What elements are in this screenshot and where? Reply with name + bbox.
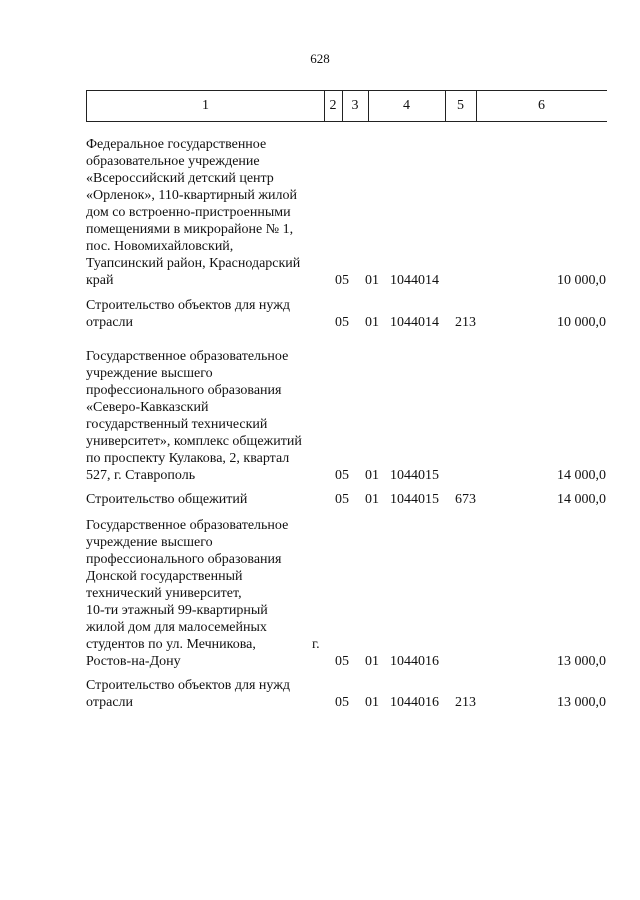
section-code: 05 bbox=[335, 468, 349, 483]
expense-type-code: 673 bbox=[455, 492, 476, 507]
subsection-code: 01 bbox=[365, 468, 379, 483]
description-line: Строительство объектов для нужд bbox=[86, 298, 291, 313]
description-line: жилой дом для малосемейных bbox=[86, 620, 267, 635]
description-line: профессионального образования bbox=[86, 552, 282, 567]
table-row bbox=[86, 348, 606, 484]
target-code: 1044015 bbox=[390, 468, 439, 483]
description-line: учреждение высшего bbox=[86, 535, 213, 550]
description-line: край bbox=[86, 273, 114, 288]
description-line: студентов по ул. Мечникова, bbox=[86, 637, 256, 652]
amount: 13 000,0 bbox=[557, 654, 606, 669]
description-line: образовательное учреждение bbox=[86, 154, 260, 169]
description-line: Ростов-на-Дону bbox=[86, 654, 181, 669]
header-col-3: 3 bbox=[342, 91, 369, 121]
amount: 13 000,0 bbox=[557, 695, 606, 710]
amount: 10 000,0 bbox=[557, 315, 606, 330]
amount: 10 000,0 bbox=[557, 273, 606, 288]
subsection-code: 01 bbox=[365, 273, 379, 288]
header-col-6: 6 bbox=[538, 98, 545, 113]
amount: 14 000,0 bbox=[557, 492, 606, 507]
description-line: «Всероссийский детский центр bbox=[86, 171, 274, 186]
row-description bbox=[86, 348, 331, 484]
subsection-code: 01 bbox=[365, 492, 379, 507]
description-line: Государственное образовательное bbox=[86, 518, 289, 533]
expense-type-code: 213 bbox=[455, 315, 476, 330]
section-code: 05 bbox=[335, 492, 349, 507]
table-row bbox=[86, 297, 606, 331]
description-line: по проспекту Кулакова, 2, квартал bbox=[86, 451, 290, 466]
table-row bbox=[86, 517, 606, 670]
section-code: 05 bbox=[335, 273, 349, 288]
row-description bbox=[86, 491, 331, 508]
description-line: Государственное образовательное bbox=[86, 349, 289, 364]
description-line: дом со встроенно-пристроенными bbox=[86, 205, 291, 220]
target-code: 1044015 bbox=[390, 492, 439, 507]
table-row bbox=[86, 491, 606, 508]
target-code: 1044014 bbox=[390, 273, 439, 288]
target-code: 1044014 bbox=[390, 315, 439, 330]
description-line: Донской государственный bbox=[86, 569, 243, 584]
description-line: государственный технический bbox=[86, 417, 268, 432]
table-row bbox=[86, 677, 606, 711]
description-line: Строительство объектов для нужд bbox=[86, 678, 291, 693]
subsection-code: 01 bbox=[365, 654, 379, 669]
header-col-4: 4 bbox=[368, 91, 446, 121]
subsection-code: 01 bbox=[365, 315, 379, 330]
description-line: профессионального образования bbox=[86, 383, 282, 398]
subsection-code: 01 bbox=[365, 695, 379, 710]
expense-type-code: 213 bbox=[455, 695, 476, 710]
description-line: Федеральное государственное bbox=[86, 137, 267, 152]
description-line: 527, г. Ставрополь bbox=[86, 468, 196, 483]
target-code: 1044016 bbox=[390, 695, 439, 710]
header-col-1: 1 bbox=[87, 91, 325, 121]
description-line: 10-ти этажный 99-квартирный bbox=[86, 603, 268, 618]
description-line: отрасли bbox=[86, 695, 134, 710]
description-line: учреждение высшего bbox=[86, 366, 213, 381]
section-code: 05 bbox=[335, 654, 349, 669]
header-col-2: 2 bbox=[324, 91, 343, 121]
description-line: Строительство общежитий bbox=[86, 492, 248, 507]
table-header bbox=[86, 90, 607, 122]
description-line: «Северо-Кавказский bbox=[86, 400, 209, 415]
section-code: 05 bbox=[335, 695, 349, 710]
description-line: помещениями в микрорайоне № 1, bbox=[86, 222, 294, 237]
section-code: 05 bbox=[335, 315, 349, 330]
description-line: пос. Новомихайловский, bbox=[86, 239, 234, 254]
header-col-5: 5 bbox=[445, 91, 477, 121]
description-line: «Орленок», 110-квартирный жилой bbox=[86, 188, 297, 203]
row-description bbox=[86, 297, 331, 331]
row-description bbox=[86, 136, 331, 289]
amount: 14 000,0 bbox=[557, 468, 606, 483]
target-code: 1044016 bbox=[390, 654, 439, 669]
description-line: университет», комплекс общежитий bbox=[86, 434, 302, 449]
page-number: 628 bbox=[310, 51, 330, 66]
row-description bbox=[86, 677, 331, 711]
city-prefix: г. bbox=[312, 637, 320, 652]
description-line: Туапсинский район, Краснодарский bbox=[86, 256, 301, 271]
description-line: технический университет, bbox=[86, 586, 242, 601]
table-row bbox=[86, 136, 606, 289]
description-line: отрасли bbox=[86, 315, 134, 330]
row-description bbox=[86, 517, 331, 670]
